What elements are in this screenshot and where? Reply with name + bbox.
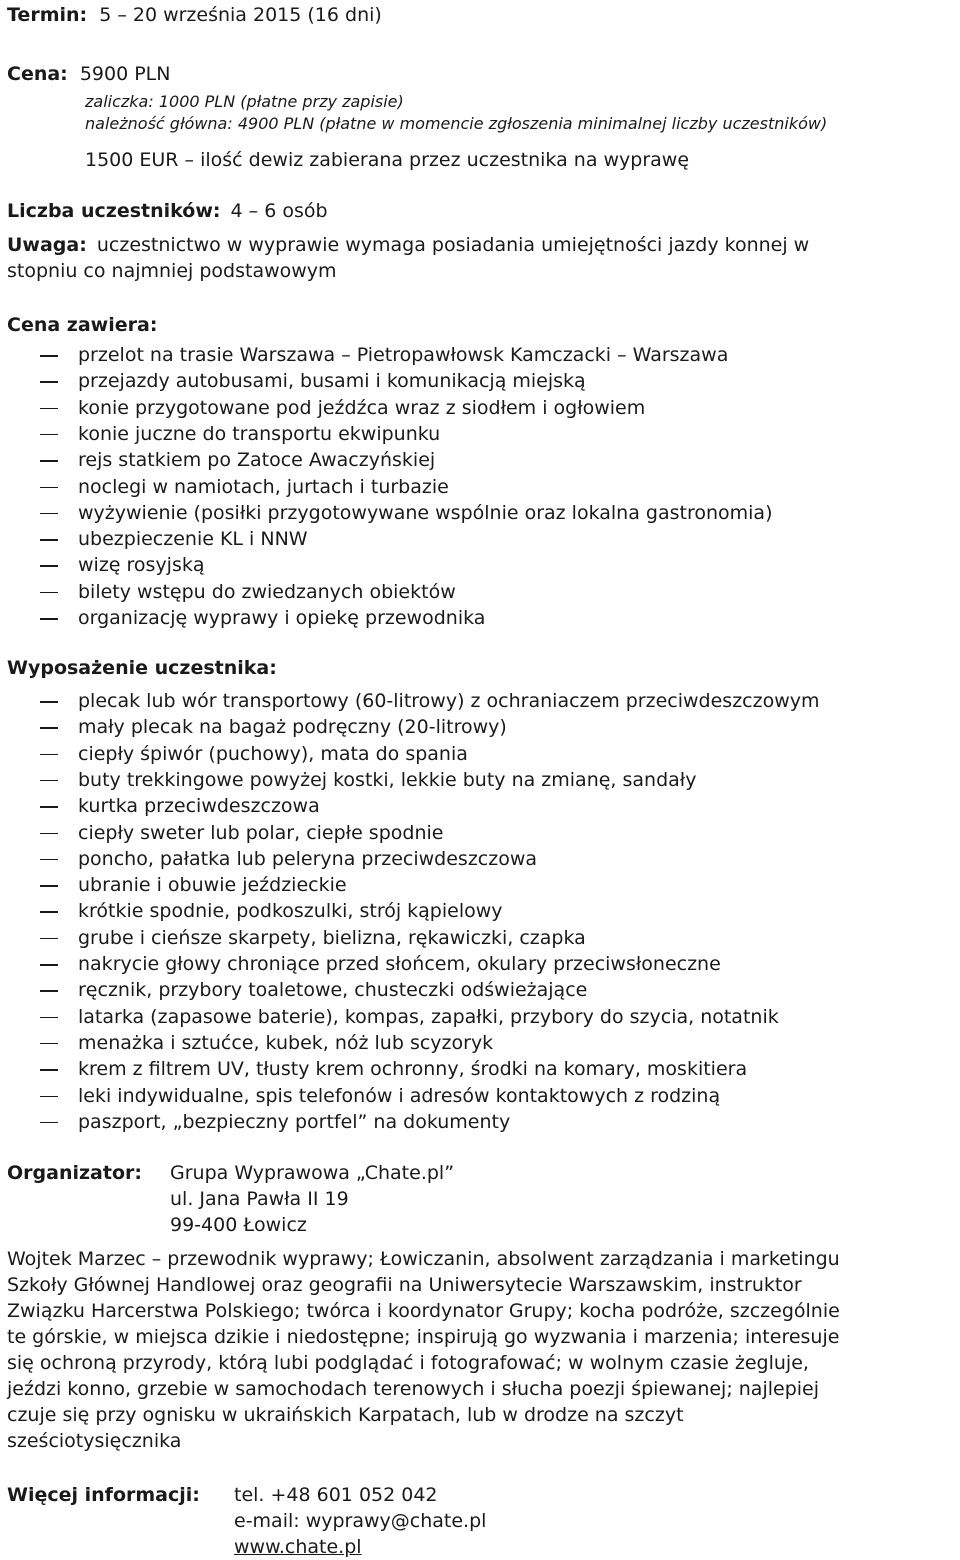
list-item: krem z filtrem UV, tłusty krem ochronny, środki na komary, moskitiera: [78, 1058, 748, 1081]
list-item: poncho, pałatka lub peleryna przeciwdeszczowa: [78, 847, 538, 870]
dash-bullet-icon: [40, 911, 58, 913]
bio-line: te górskie, w miejsca dzikie i niedostępne; inspirują go wyzwania i marzenia; interesuje: [7, 1326, 840, 1348]
list-item: krótkie spodnie, podkoszulki, strój kąpielowy: [78, 900, 503, 923]
equipment-heading: Wyposażenie uczestnika:: [7, 657, 277, 679]
includes-heading: Cena zawiera:: [7, 314, 158, 336]
list-item: ubezpieczenie KL i NNW: [78, 528, 308, 551]
dash-bullet-icon: [40, 727, 58, 729]
dash-bullet-icon: [40, 859, 58, 861]
price-value: 5900 PLN: [79, 63, 171, 85]
list-item: konie przygotowane pod jeźdźca wraz z siodłem i ogłowiem: [78, 396, 646, 419]
list-item: bilety wstępu do zwiedzanych obiektów: [78, 580, 456, 603]
dash-bullet-icon: [40, 1096, 58, 1098]
list-item: przelot na trasie Warszawa – Pietropawłowsk Kamczacki – Warszawa: [78, 344, 729, 366]
contact-phone: tel. +48 601 052 042: [234, 1484, 438, 1506]
dash-bullet-icon: [40, 460, 58, 462]
bio-line: czuje się przy ognisku w ukraińskich Karpatach, lub w drodze na szczyt: [7, 1404, 684, 1426]
participants-value: 4 – 6 osób: [230, 200, 328, 222]
dash-bullet-icon: [40, 434, 58, 436]
dash-bullet-icon: [40, 754, 58, 756]
dash-bullet-icon: [40, 565, 58, 567]
list-item: leki indywidualne, spis telefonów i adresów kontaktowych z rodziną: [78, 1084, 721, 1107]
list-item: mały plecak na bagaż podręczny (20-litrowy): [78, 716, 507, 739]
list-item: ubranie i obuwie jeździeckie: [78, 874, 347, 897]
participants-row: [7, 198, 328, 224]
list-item: menażka i sztućce, kubek, nóż lub scyzoryk: [78, 1031, 494, 1054]
list-item: latarka (zapasowe baterie), kompas, zapałki, przybory do szycia, notatnik: [78, 1005, 779, 1028]
price-advance: zaliczka: 1000 PLN (płatne przy zapisie): [85, 92, 404, 111]
dash-bullet-icon: [40, 885, 58, 887]
list-item: ciepły śpiwór (puchowy), mata do spania: [78, 742, 468, 765]
list-item: grube i cieńsze skarpety, bielizna, rękawiczki, czapka: [78, 926, 586, 949]
organizer-name: Grupa Wyprawowa „Chate.pl”: [170, 1162, 455, 1184]
list-item: organizację wyprawy i opiekę przewodnika: [78, 607, 486, 629]
dash-bullet-icon: [40, 1069, 58, 1071]
term-row: [7, 2, 382, 28]
list-item: wyżywienie (posiłki przygotowywane wspólnie oraz lokalna gastronomia): [78, 501, 773, 524]
dash-bullet-icon: [40, 1043, 58, 1045]
organizer-street: ul. Jana Pawła II 19: [170, 1188, 349, 1210]
currency-note: 1500 EUR – ilość dewiz zabierana przez uczestnika na wyprawę: [85, 149, 690, 171]
dash-bullet-icon: [40, 355, 58, 357]
contact-label: Więcej informacji:: [7, 1484, 200, 1506]
organizer-city: 99-400 Łowicz: [170, 1214, 307, 1236]
contact-email[interactable]: e-mail: wyprawy@chate.pl: [234, 1510, 487, 1532]
list-item: rejs statkiem po Zatoce Awaczyńskiej: [78, 449, 436, 472]
dash-bullet-icon: [40, 1017, 58, 1019]
list-item: wizę rosyjską: [78, 554, 205, 577]
list-item: nakrycie głowy chroniące przed słońcem, okulary przeciwsłoneczne: [78, 953, 721, 975]
list-item: ręcznik, przybory toaletowe, chusteczki odświeżające: [78, 979, 588, 1002]
dash-bullet-icon: [40, 408, 58, 410]
dash-bullet-icon: [40, 618, 58, 620]
note-line2: stopniu co najmniej podstawowym: [7, 260, 337, 282]
dash-bullet-icon: [40, 592, 58, 594]
bio-line: Szkoły Głównej Handlowej oraz geografii na Uniwersytecie Warszawskim, instruktor: [7, 1274, 802, 1296]
dash-bullet-icon: [40, 1122, 58, 1124]
note-label: Uwaga:: [7, 234, 87, 256]
list-item: konie juczne do transportu ekwipunku: [78, 422, 441, 445]
term-value: 5 – 20 września 2015 (16 dni): [99, 4, 382, 26]
bio-line: sześciotysięcznika: [7, 1430, 182, 1452]
price-main-due: należność główna: 4900 PLN (płatne w momencie zgłoszenia minimalnej liczby uczestników): [85, 114, 828, 133]
bio-line: się ochroną przyrody, którą lubi podglądać i fotografować; w wolnym czasie żegluje,: [7, 1352, 809, 1374]
list-item: ciepły sweter lub polar, ciepłe spodnie: [78, 821, 444, 844]
note-line1: uczestnictwo w wyprawie wymaga posiadania umiejętności jazdy konnej w: [96, 234, 810, 256]
dash-bullet-icon: [40, 381, 58, 383]
note-row: [7, 232, 809, 258]
list-item: kurtka przeciwdeszczowa: [78, 795, 320, 818]
dash-bullet-icon: [40, 513, 58, 515]
contact-website-link[interactable]: www.chate.pl: [234, 1536, 362, 1558]
dash-bullet-icon: [40, 539, 58, 541]
dash-bullet-icon: [40, 938, 58, 940]
list-item: noclegi w namiotach, jurtach i turbazie: [78, 475, 449, 498]
price-row: [7, 61, 170, 87]
dash-bullet-icon: [40, 833, 58, 835]
list-item: buty trekkingowe powyżej kostki, lekkie buty na zmianę, sandały: [78, 768, 697, 791]
participants-label: Liczba uczestników:: [7, 200, 221, 222]
bio-line: Związku Harcerstwa Polskiego; twórca i koordynator Grupy; kocha podróże, szczególnie: [7, 1300, 840, 1322]
contact-website-wrap[interactable]: [234, 1534, 362, 1560]
dash-bullet-icon: [40, 487, 58, 489]
dash-bullet-icon: [40, 990, 58, 992]
list-item: paszport, „bezpieczny portfel” na dokumenty: [78, 1110, 511, 1133]
list-item: przejazdy autobusami, busami i komunikacją miejską: [78, 370, 586, 393]
dash-bullet-icon: [40, 701, 58, 703]
list-item: plecak lub wór transportowy (60-litrowy) z ochraniaczem przeciwdeszczowym: [78, 690, 820, 712]
dash-bullet-icon: [40, 780, 58, 782]
dash-bullet-icon: [40, 964, 58, 966]
bio-line: Wojtek Marzec – przewodnik wyprawy; Łowiczanin, absolwent zarządzania i marketingu: [7, 1248, 840, 1270]
term-label: Termin:: [7, 4, 88, 26]
price-label: Cena:: [7, 63, 68, 85]
dash-bullet-icon: [40, 806, 58, 808]
organizer-label: Organizator:: [7, 1162, 142, 1184]
bio-line: jeździ konno, grzebie w samochodach terenowych i słucha poezji śpiewanej; najlepiej: [7, 1378, 820, 1400]
